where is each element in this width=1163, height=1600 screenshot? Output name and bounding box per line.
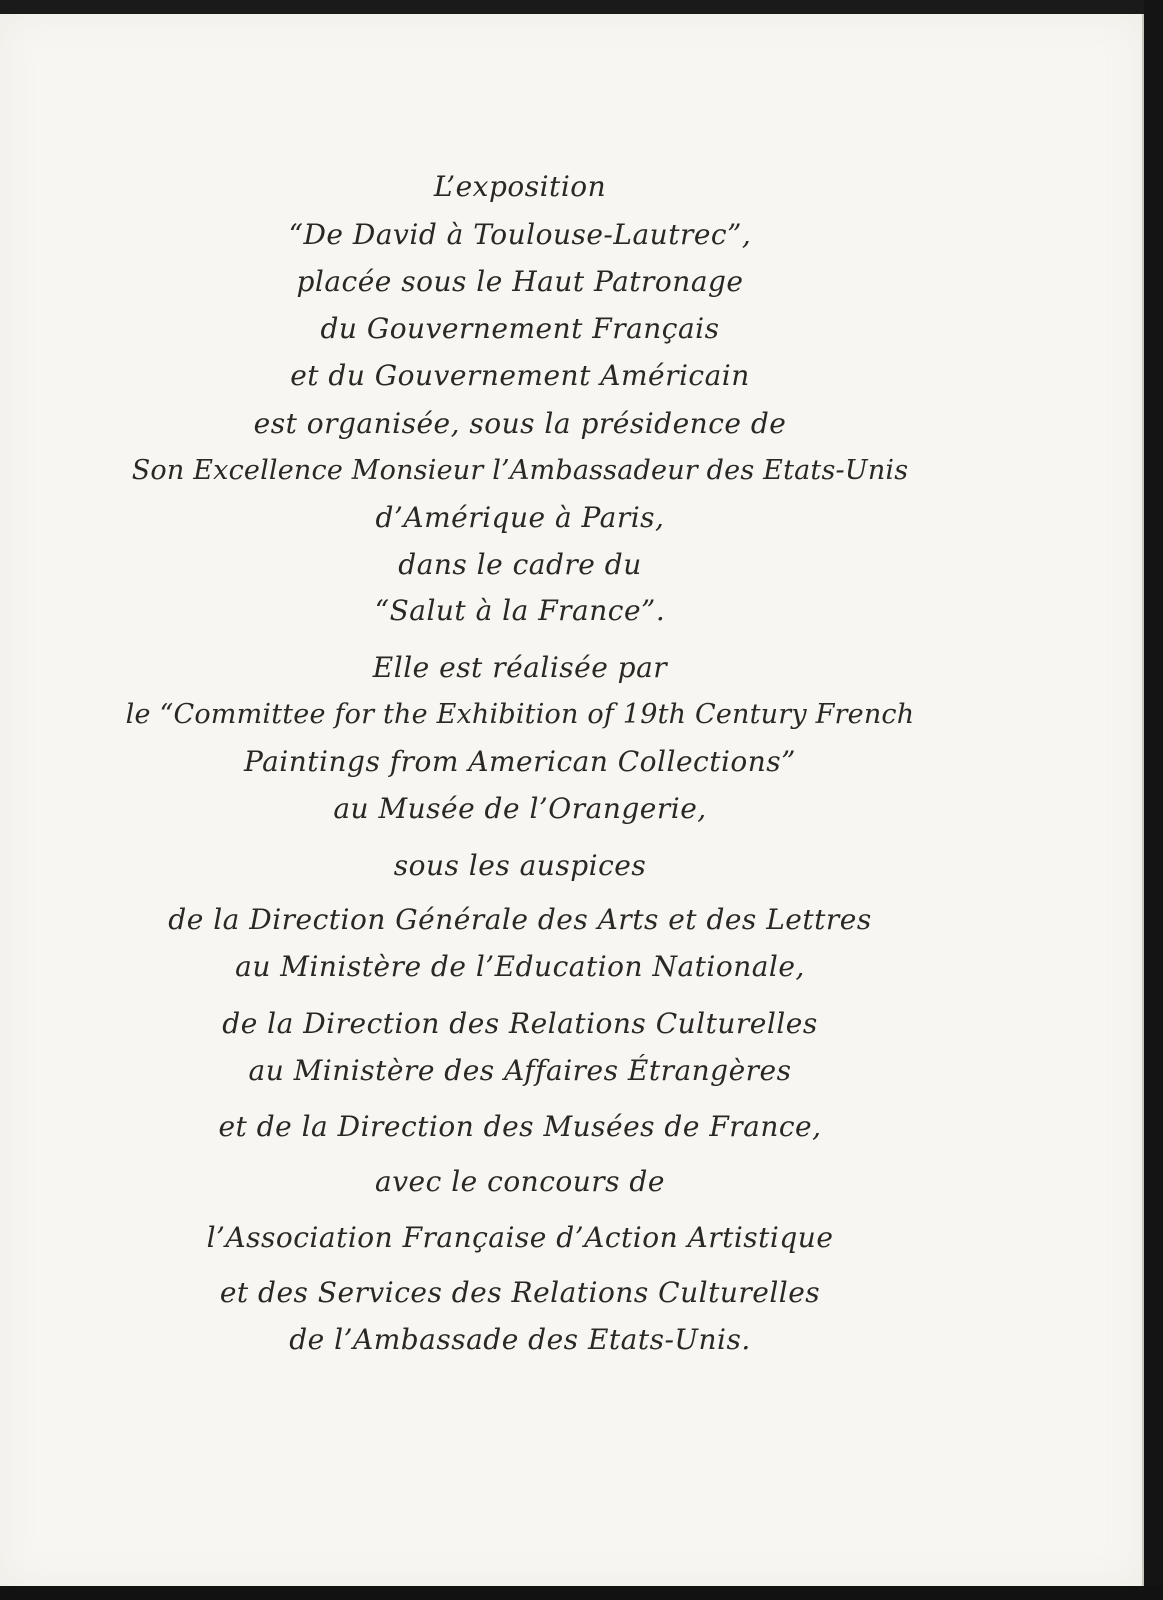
- text-line: et de la Direction des Musées de France,: [218, 1110, 822, 1143]
- text-line: dans le cadre du: [398, 548, 642, 581]
- page-bottom-edge: [0, 1586, 1163, 1600]
- document-page: [0, 14, 1144, 1586]
- text-line: et des Services des Relations Culturelles: [219, 1276, 821, 1309]
- text-line: d’Amérique à Paris,: [375, 501, 665, 534]
- text-line: Elle est réalisée par: [372, 651, 668, 684]
- page-right-edge: [1144, 0, 1163, 1600]
- text-line: sous les auspices: [393, 849, 647, 882]
- text-line: Son Excellence Monsieur l’Ambassadeur des Etats-Unis: [131, 455, 909, 486]
- text-line: “De David à Toulouse-Lautrec”,: [288, 218, 752, 251]
- text-line: du Gouvernement Français: [320, 312, 720, 345]
- text-line: l’Association Française d’Action Artistique: [206, 1221, 834, 1254]
- text-line: et du Gouvernement Américain: [290, 359, 750, 392]
- text-line: de l’Ambassade des Etats-Unis.: [289, 1323, 751, 1356]
- text-line: de la Direction des Relations Culturelles: [222, 1007, 818, 1040]
- text-line: est organisée, sous la présidence de: [253, 407, 787, 440]
- text-line: de la Direction Générale des Arts et des Lettres: [168, 903, 872, 936]
- text-line: “Salut à la France”.: [374, 594, 666, 627]
- text-line: le “Committee for the Exhibition of 19th Century French: [125, 699, 915, 730]
- text-line: au Ministère des Affaires Étrangères: [248, 1054, 792, 1087]
- text-line: Paintings from American Collections”: [244, 745, 796, 778]
- text-line: avec le concours de: [375, 1165, 665, 1198]
- text-line: placée sous le Haut Patronage: [296, 265, 744, 298]
- text-line: L’exposition: [433, 170, 607, 203]
- text-line: au Musée de l’Orangerie,: [333, 792, 707, 825]
- text-line: au Ministère de l’Education Nationale,: [235, 950, 805, 983]
